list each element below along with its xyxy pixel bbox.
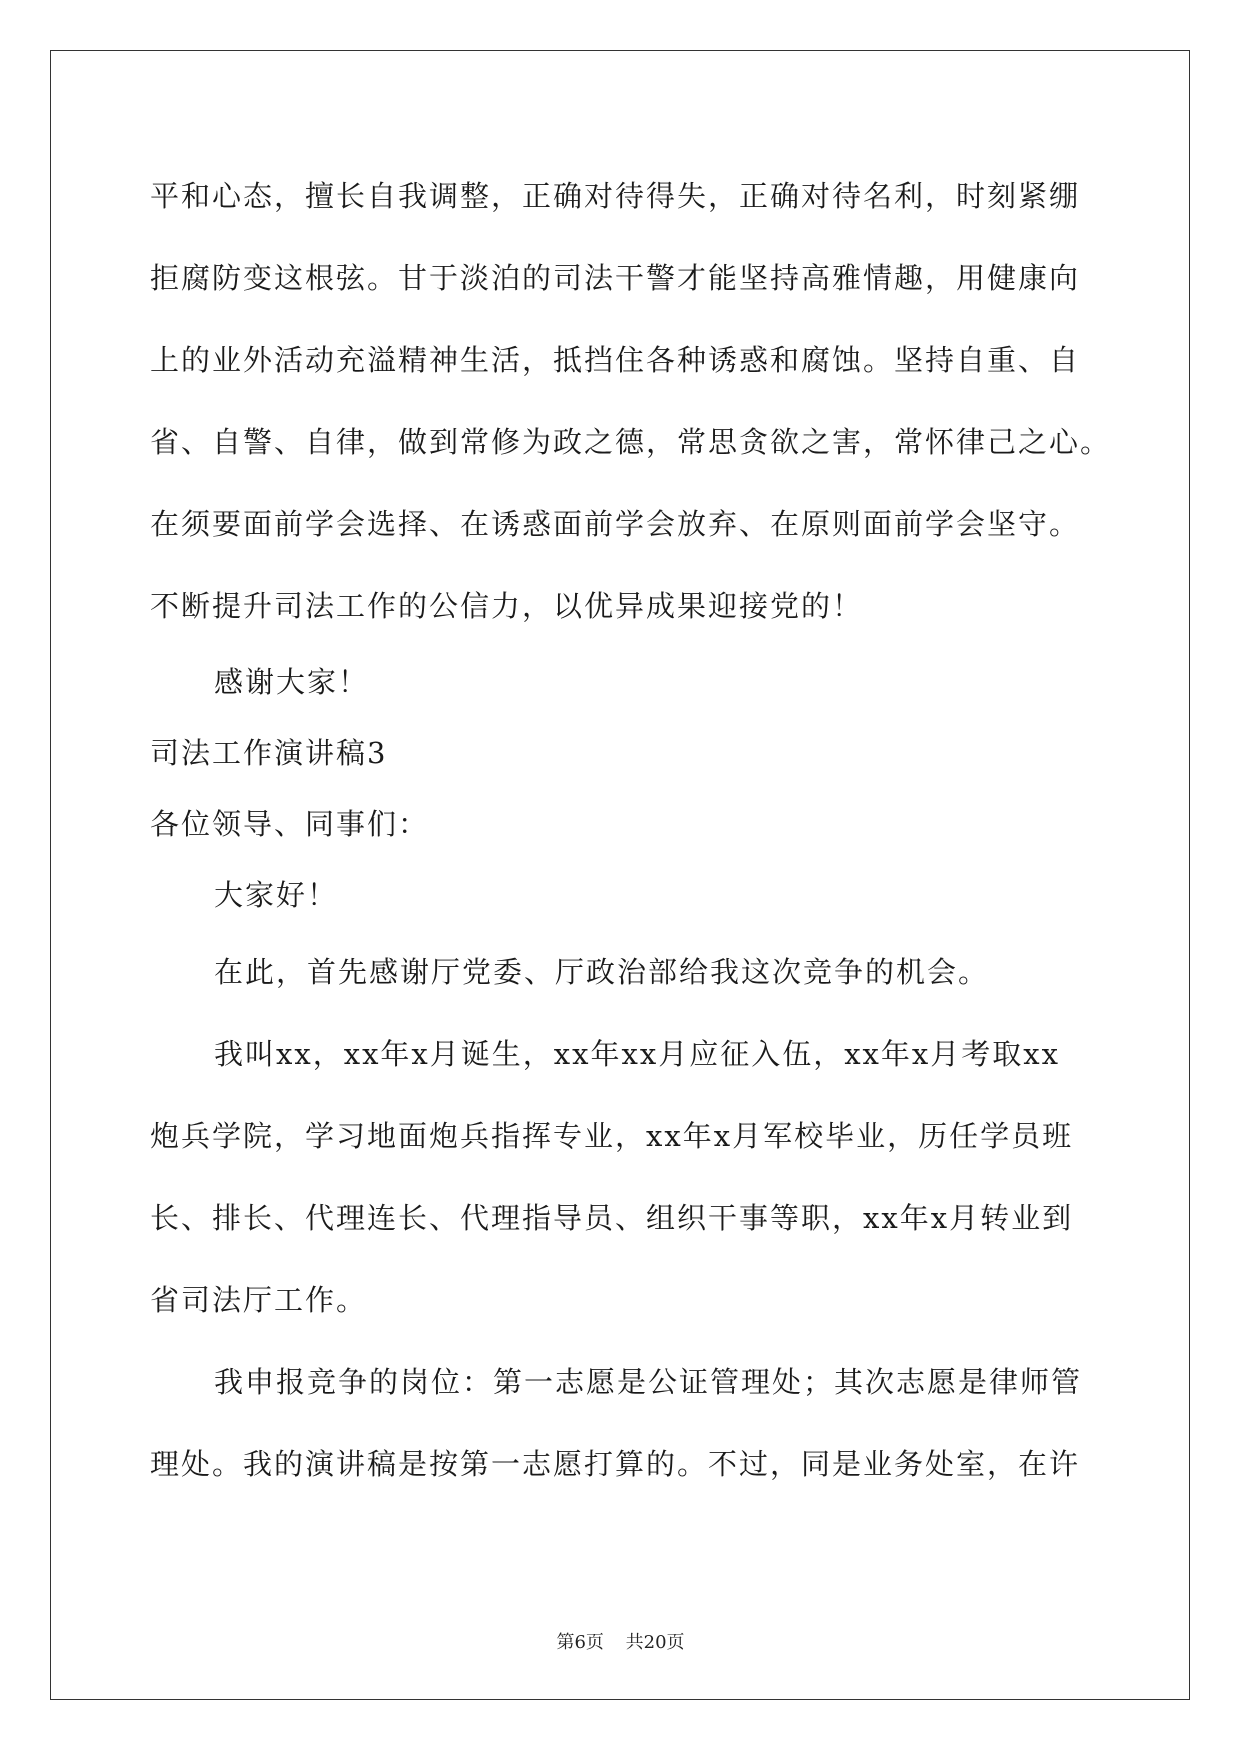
paragraph-line: 省司法厅工作。 [150,1283,368,1317]
salutation: 各位领导、同事们： [150,807,430,841]
closing-thanks: 感谢大家！ [214,665,370,699]
section-title: 司法工作演讲稿3 [150,736,388,770]
paragraph-line: 上的业外活动充溢精神生活，抵挡住各种诱惑和腐蚀。坚持自重、自 [150,343,1081,377]
paragraph-line: 不断提升司法工作的公信力，以优异成果迎接党的！ [150,589,864,623]
paragraph-line: 拒腐防变这根弦。甘于淡泊的司法干警才能坚持高雅情趣，用健康向 [150,261,1081,295]
page-footer [0,1628,1241,1654]
paragraph-line: 在此，首先感谢厅党委、厅政治部给我这次竞争的机会。 [214,955,990,989]
document-body [150,155,1110,1505]
paragraph-line: 炮兵学院，学习地面炮兵指挥专业，xx年x月军校毕业，历任学员班 [150,1119,1074,1153]
paragraph-line: 我申报竞争的岗位：第一志愿是公证管理处；其次志愿是律师管 [214,1365,1083,1399]
greeting: 大家好！ [214,878,339,912]
paragraph-line: 省、自警、自律，做到常修为政之德，常思贪欲之害，常怀律己之心。 [150,425,1112,459]
paragraph-line: 平和心态，擅长自我调整，正确对待得失，正确对待名利，时刻紧绷 [150,179,1081,213]
paragraph-line: 理处。我的演讲稿是按第一志愿打算的。不过，同是业务处室，在许 [150,1447,1081,1481]
paragraph-line: 我叫xx，xx年x月诞生，xx年xx月应征入伍，xx年x月考取xx [214,1037,1060,1071]
paragraph-line: 在须要面前学会选择、在诱惑面前学会放弃、在原则面前学会坚守。 [150,507,1081,541]
paragraph-line: 长、排长、代理连长、代理指导员、组织干事等职，xx年x月转业到 [150,1201,1074,1235]
page-total: 共20页 [625,1632,685,1653]
page-number: 第6页 [556,1632,604,1653]
